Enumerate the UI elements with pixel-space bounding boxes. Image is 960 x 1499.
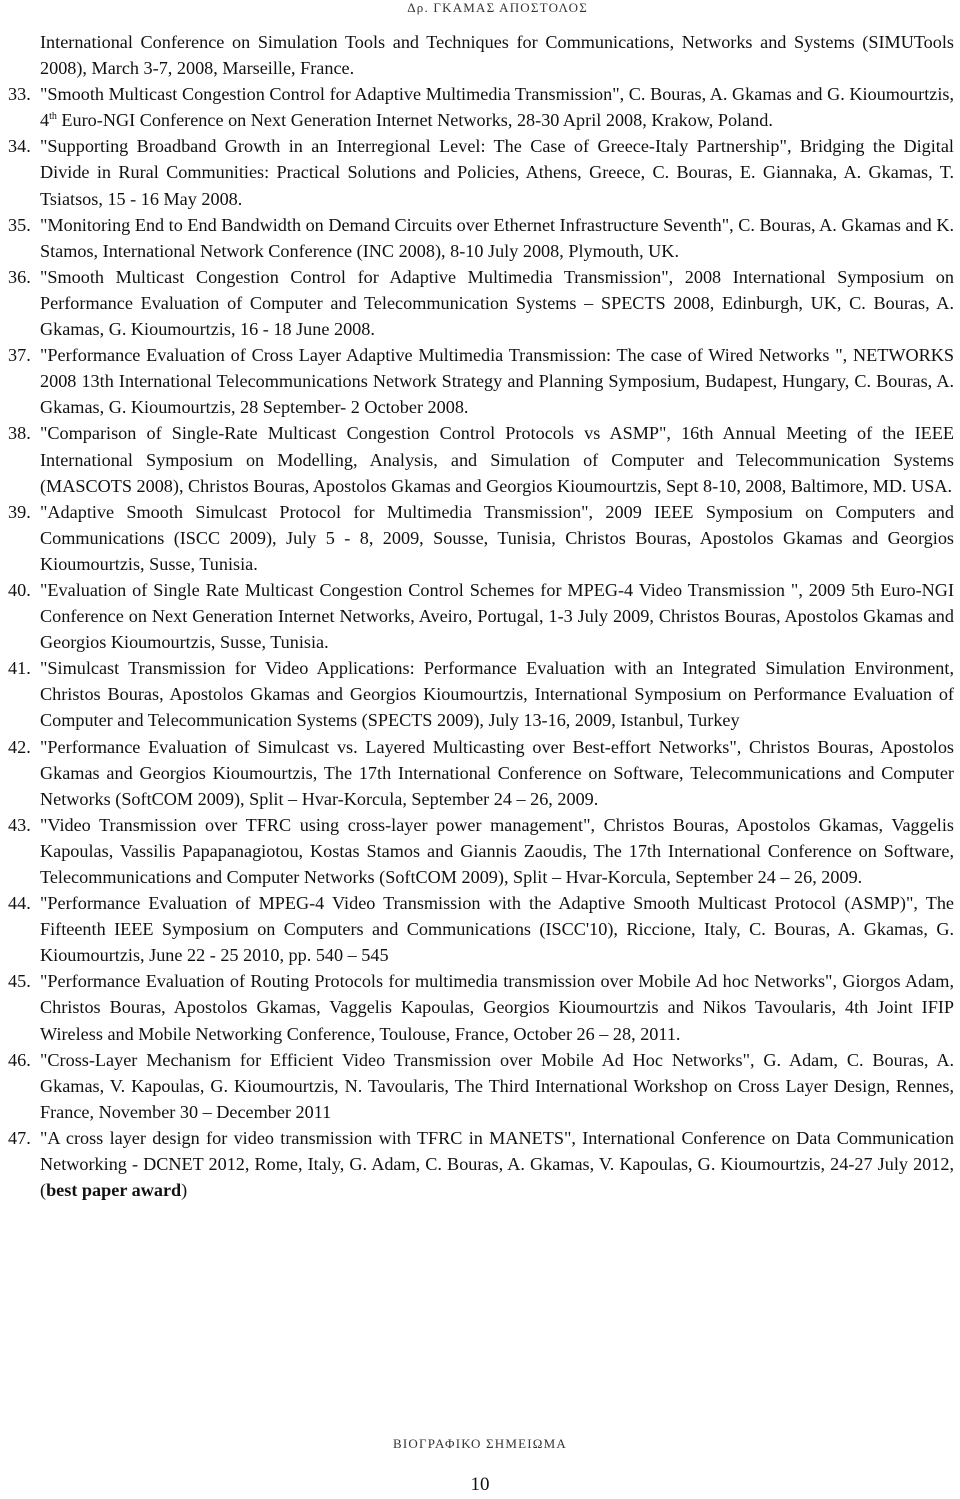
entry-number: 40. <box>8 579 31 600</box>
entry-number: 38. <box>8 423 31 444</box>
entry-text: "Monitoring End to End Bandwidth on Demand Circuits over Ethernet Infrastructure Seventh", C. Bouras, A. Gkamas and K. Stamos, International Network Conference (INC 2008), 8-10 July 2008, Plymouth, UK. <box>40 214 954 261</box>
entry-text: "Simulcast Transmission for Video Applications: Performance Evaluation with an Integrated Simulation Environment, Christos Bouras, Apostolos Gkamas and Georgios Kioumourtzis, International Symposium on Performance Evaluation of Computer and Telecommunication Systems (SPECTS 2009), July 13-16, 2009, Istanbul, Turkey <box>40 658 954 731</box>
publication-entry <box>8 655 954 733</box>
publication-entry <box>8 499 954 577</box>
entry-text: "Smooth Multicast Congestion Control for Adaptive Multimedia Transmission", 2008 International Symposium on Performance Evaluation of Computer and Telecommunication Systems – SPECTS 2008, Edinburgh, UK, C. Bouras, A. Gkamas, G. Kioumourtzis, 16 - 18 June 2008. <box>40 266 954 340</box>
entry-number: 36. <box>8 266 31 287</box>
entry-number: 47. <box>8 1127 31 1148</box>
entry-text: "Evaluation of Single Rate Multicast Congestion Control Schemes for MPEG-4 Video Transmission ", 2009 5th Euro-NGI Conference on Next Generation Internet Networks, Aveiro, Portugal, 1-3 July 2009, Christos Bouras, Apostolos Gkamas and Georgios Kioumourtzis, Susse, Tunisia. <box>40 579 954 653</box>
page-number: 10 <box>470 1474 490 1495</box>
entry-number: 35. <box>8 214 31 235</box>
entry-number: 42. <box>8 736 31 757</box>
publication-entry <box>8 342 954 420</box>
entry-number: 45. <box>8 971 31 992</box>
publication-entry <box>8 890 954 968</box>
entry-text: "Performance Evaluation of Simulcast vs. Layered Multicasting over Best-effort Networks", Christos Bouras, Apostolos Gkamas and Georgios Kioumourtzis, The 17th International Conference on Software, Telecommunications and Computer Networks (SoftCOM 2009), Split – Hvar-Korcula, September 24 – 26, 2009. <box>40 736 954 809</box>
entry-text: "Video Transmission over TFRC using cross-layer power management", Christos Bouras, Apostolos Gkamas, Vaggelis Kapoulas, Vassilis Papapanagiotou, Kostas Stamos and Giannis Zaoudis, The 17th International Conference on Software, Telecommunications and Computer Networks (SoftCOM 2009), Split – Hvar-Korcula, September 24 – 26, 2009. <box>40 814 954 887</box>
entry-text: "Smooth Multicast Congestion Control for Adaptive Multimedia Transmission", C. Bouras, A. Gkamas and G. Kioumourtzis, 4 <box>40 84 954 131</box>
publication-entry <box>8 1125 954 1203</box>
publication-entry <box>8 133 954 211</box>
entry-number: 43. <box>8 814 31 835</box>
entry-text: "Adaptive Smooth Simulcast Protocol for Multimedia Transmission", 2009 IEEE Symposium on Computers and Communications (ISCC 2009), July 5 - 8, 2009, Sousse, Tunisia, Christos Bouras, Apostolos Gkamas and Georgios Kioumourtzis, Susse, Tunisia. <box>40 501 954 574</box>
entry-number: 34. <box>8 136 31 157</box>
entry-text-continued: Euro-NGI Conference on Next Generation Internet Networks, 28-30 April 2008, Krakow, Poland. <box>56 110 773 131</box>
entry-text: "Performance Evaluation of Cross Layer Adaptive Multimedia Transmission: The case of Wired Networks ", NETWORKS 2008 13th International Telecommunications Network Strategy and Planning Symposium, Budapest, Hungary, C. Bouras, A. Gkamas, G. Kioumourtzis, 28 September- 2 October 2008. <box>40 345 954 418</box>
entry-number: 33. <box>8 84 31 105</box>
entry-text: "Comparison of Single-Rate Multicast Congestion Control Protocols vs ASMP", 16th Annual Meeting of the IEEE International Symposium on Modelling, Analysis, and Simulation of Computer and Telecommunication Systems (MASCOTS 2008), Christos Bouras, Apostolos Gkamas and Georgios Kioumourtzis, Sept 8-10, 2008, Baltimore, MD. USA. <box>40 423 954 496</box>
publication-entry <box>8 212 954 264</box>
entry-number: 37. <box>8 345 31 366</box>
continued-entry: International Conference on Simulation Tools and Techniques for Communications, Networks and Systems (SIMUTools 2008), March 3-7, 2008, Marseille, France. <box>40 32 954 79</box>
entry-text-continued: ) <box>181 1180 188 1201</box>
entry-number: 39. <box>8 501 31 522</box>
publication-entry <box>8 1047 954 1125</box>
publication-entry <box>8 81 954 133</box>
publication-list <box>8 29 954 1203</box>
entry-text: "Cross-Layer Mechanism for Efficient Video Transmission over Mobile Ad Hoc Networks", G. Adam, C. Bouras, A. Gkamas, V. Kapoulas, G. Kioumourtzis, N. Tavoularis, The Third International Workshop on Cross Layer Design, Rennes, France, November 30 – December 2011 <box>40 1049 954 1122</box>
entry-text: "Performance Evaluation of Routing Protocols for multimedia transmission over Mobile Ad hoc Networks", Giorgos Adam, Christos Bouras, Apostolos Gkamas, Vaggelis Kapoulas, Georgios Kioumourtzis and Nikos Tavoularis, 4th Joint IFIP Wireless and Mobile Networking Conference, Toulouse, France, October 26 – 28, 2011. <box>40 971 954 1044</box>
publication-entry <box>8 968 954 1046</box>
entry-number: 44. <box>8 893 31 914</box>
publication-entry <box>8 812 954 890</box>
entry-number: 46. <box>8 1049 31 1070</box>
entry-number: 41. <box>8 658 31 679</box>
award-label: best paper award <box>46 1180 182 1201</box>
entry-text: "Supporting Broadband Growth in an Interregional Level: The Case of Greece-Italy Partnership", Bridging the Digital Divide in Rural Communities: Practical Solutions and Policies, Athens, Greece, C. Bouras, E. Giannaka, A. Gkamas, T. Tsiatsos, 15 - 16 May 2008. <box>40 136 954 209</box>
footer-section-title: ΒΙΟΓΡΑΦΙΚΟ ΣΗΜΕΙΩΜΑ <box>393 1436 567 1451</box>
publication-entry <box>8 420 954 498</box>
publication-entry <box>8 577 954 655</box>
superscript: th <box>49 111 57 123</box>
running-header: Δρ. ΓΚΑΜΑΣ ΑΠΟΣΤΟΛΟΣ <box>407 0 588 15</box>
entry-text: "Performance Evaluation of MPEG-4 Video Transmission with the Adaptive Smooth Multicast Protocol (ASMP)", The Fifteenth IEEE Symposium on Computers and Communications (ISCC'10), Riccione, Italy, C. Bouras, A. Gkamas, G. Kioumourtzis, June 22 - 25 2010, pp. 540 – 545 <box>40 893 954 966</box>
publication-entry <box>8 734 954 812</box>
publication-entry <box>8 264 954 342</box>
entry-text: "A cross layer design for video transmission with TFRC in MANETS", International Conference on Data Communication Networking - DCNET 2012, Rome, Italy, G. Adam, C. Bouras, A. Gkamas, V. Kapoulas, G. Kioumourtzis, 24-27 July 2012, ( <box>40 1127 954 1201</box>
